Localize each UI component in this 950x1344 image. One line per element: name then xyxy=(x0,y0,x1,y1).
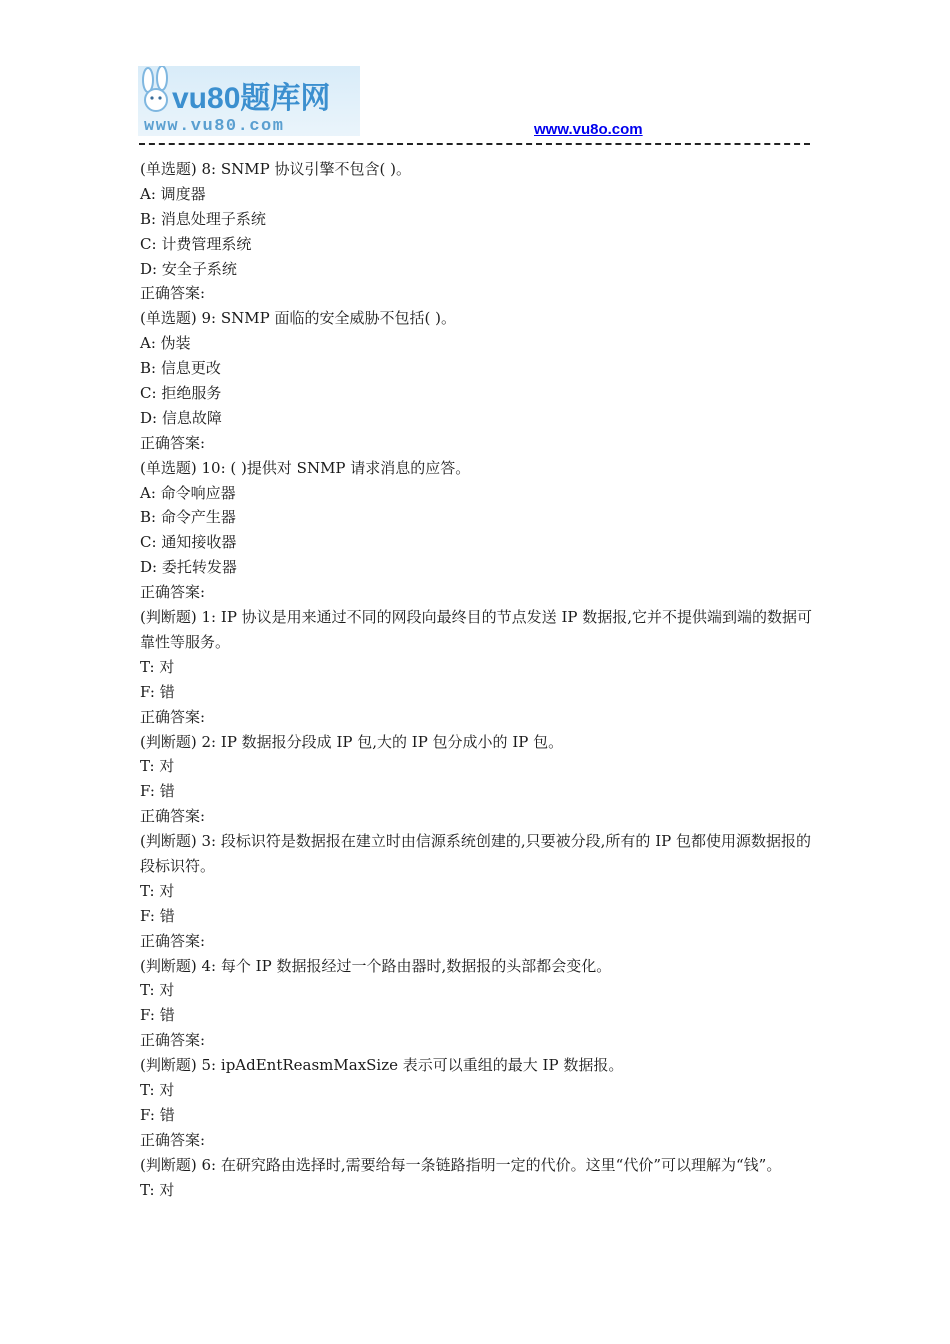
answer-label: 正确答案: xyxy=(140,1130,206,1149)
option-item xyxy=(140,207,812,232)
option-item xyxy=(140,406,812,431)
question-block xyxy=(140,954,812,1054)
question-type: (判断题) xyxy=(140,832,197,851)
question-number: 5: xyxy=(201,1056,217,1075)
option-text: 对 xyxy=(159,757,175,776)
option-text: 错 xyxy=(159,682,175,701)
question-number: 2: xyxy=(201,732,217,751)
question-stem xyxy=(140,1053,812,1078)
question-stem xyxy=(140,730,812,755)
question-stem xyxy=(140,1153,812,1178)
question-type: (判断题) xyxy=(140,608,197,627)
option-item xyxy=(140,331,812,356)
vu80-logo[interactable] xyxy=(138,66,360,136)
option-key: D: xyxy=(140,558,158,577)
option-item xyxy=(140,1178,812,1203)
question-number: 4: xyxy=(201,956,217,975)
option-text: 错 xyxy=(159,906,175,925)
rabbit-logo-icon xyxy=(138,66,360,136)
option-item xyxy=(140,754,812,779)
option-key: F: xyxy=(140,906,155,925)
question-number: 9: xyxy=(201,309,217,328)
option-text: 对 xyxy=(159,1081,175,1100)
question-list xyxy=(140,157,812,1202)
option-text: 错 xyxy=(159,782,175,801)
option-text: 错 xyxy=(159,1105,175,1124)
option-text: 伪装 xyxy=(160,334,191,353)
question-number: 6: xyxy=(201,1155,217,1174)
question-number: 3: xyxy=(201,832,217,851)
answer-label: 正确答案: xyxy=(140,284,206,303)
option-item xyxy=(140,1078,812,1103)
option-key: T: xyxy=(140,657,155,676)
option-key: D: xyxy=(140,408,158,427)
option-item xyxy=(140,481,812,506)
option-item xyxy=(140,1003,812,1028)
option-text: 拒绝服务 xyxy=(161,384,222,403)
option-item xyxy=(140,978,812,1003)
answer-label: 正确答案: xyxy=(140,707,206,726)
option-item xyxy=(140,381,812,406)
option-text: 错 xyxy=(159,1006,175,1025)
option-key: B: xyxy=(140,209,157,228)
question-number: 8: xyxy=(201,160,217,178)
question-stem xyxy=(140,306,812,331)
option-key: C: xyxy=(140,384,157,403)
option-key: D: xyxy=(140,259,158,278)
question-type: (判断题) xyxy=(140,956,197,975)
question-stem xyxy=(140,456,812,481)
question-type: (判断题) xyxy=(140,732,197,751)
option-text: 消息处理子系统 xyxy=(160,209,266,228)
question-text: IP 协议是用来通过不同的网段向最终目的节点发送 IP 数据报,它并不提供端到端的数据可靠性等服务。 xyxy=(140,608,813,651)
option-key: C: xyxy=(140,533,157,552)
question-stem xyxy=(140,157,812,182)
question-text: 每个 IP 数据报经过一个路由器时,数据报的头部都会变化。 xyxy=(220,956,612,975)
option-key: A: xyxy=(140,184,156,203)
question-block xyxy=(140,730,812,830)
question-type: (判断题) xyxy=(140,1056,197,1075)
question-text: ( )提供对 SNMP 请求消息的应答。 xyxy=(230,458,471,477)
option-item xyxy=(140,505,812,530)
option-key: T: xyxy=(140,757,155,776)
option-text: 调度器 xyxy=(160,184,206,203)
option-item xyxy=(140,680,812,705)
option-key: A: xyxy=(140,483,156,502)
answer-label: 正确答案: xyxy=(140,583,206,602)
option-text: 命令产生器 xyxy=(160,508,236,527)
option-item xyxy=(140,182,812,207)
option-item xyxy=(140,779,812,804)
question-stem xyxy=(140,605,812,655)
question-block xyxy=(140,456,812,605)
option-item xyxy=(140,356,812,381)
option-key: C: xyxy=(140,234,157,253)
question-type: (单选题) xyxy=(140,458,197,477)
question-block xyxy=(140,829,812,953)
option-key: B: xyxy=(140,359,157,378)
answer-label: 正确答案: xyxy=(140,931,206,950)
question-type: (单选题) xyxy=(140,309,197,328)
option-text: 对 xyxy=(159,981,175,1000)
option-item xyxy=(140,1103,812,1128)
option-key: F: xyxy=(140,1105,155,1124)
site-link[interactable]: www.vu8o.com xyxy=(534,121,643,138)
logo-url-text: www.vu80.com xyxy=(144,117,285,136)
answer-label: 正确答案: xyxy=(140,433,206,452)
question-stem xyxy=(140,829,812,879)
question-text: IP 数据报分段成 IP 包,大的 IP 包分成小的 IP 包。 xyxy=(220,732,564,751)
option-key: B: xyxy=(140,508,157,527)
option-key: T: xyxy=(140,1081,155,1100)
option-text: 对 xyxy=(159,881,175,900)
option-key: F: xyxy=(140,682,155,701)
option-text: 对 xyxy=(159,1180,175,1199)
option-key: F: xyxy=(140,782,155,801)
option-key: A: xyxy=(140,334,156,353)
option-text: 对 xyxy=(159,657,175,676)
question-text: 在研究路由选择时,需要给每一条链路指明一定的代价。这里“代价”可以理解为“钱”。 xyxy=(220,1155,782,1174)
option-item xyxy=(140,655,812,680)
logo-brand-text: vu80题库网 xyxy=(172,82,331,115)
question-text: ipAdEntReasmMaxSize 表示可以重组的最大 IP 数据报。 xyxy=(220,1056,624,1075)
answer-label: 正确答案: xyxy=(140,1031,206,1050)
question-text: SNMP 协议引擎不包含( )。 xyxy=(220,160,411,178)
question-text: 段标识符是数据报在建立时由信源系统创建的,只要被分段,所有的 IP 包都使用源数据报的段标识符。 xyxy=(140,832,811,875)
question-block xyxy=(140,1053,812,1153)
option-key: T: xyxy=(140,881,155,900)
question-text: SNMP 面临的安全威胁不包括( )。 xyxy=(220,309,456,328)
option-key: T: xyxy=(140,981,155,1000)
option-key: T: xyxy=(140,1180,155,1199)
question-block xyxy=(140,306,812,455)
option-text: 安全子系统 xyxy=(161,259,237,278)
answer-label: 正确答案: xyxy=(140,807,206,826)
question-block xyxy=(140,605,812,729)
question-type: (单选题) xyxy=(140,160,197,178)
option-text: 命令响应器 xyxy=(160,483,236,502)
option-item xyxy=(140,257,812,282)
option-key: F: xyxy=(140,1006,155,1025)
option-text: 委托转发器 xyxy=(161,558,237,577)
option-item xyxy=(140,879,812,904)
option-text: 信息故障 xyxy=(161,408,222,427)
question-block xyxy=(140,157,812,306)
question-block xyxy=(140,1153,812,1203)
option-text: 通知接收器 xyxy=(161,533,237,552)
option-item xyxy=(140,530,812,555)
option-item xyxy=(140,232,812,257)
question-type: (判断题) xyxy=(140,1155,197,1174)
question-number: 1: xyxy=(201,608,217,627)
option-text: 信息更改 xyxy=(160,359,221,378)
option-text: 计费管理系统 xyxy=(161,234,252,253)
option-item xyxy=(140,904,812,929)
header-divider xyxy=(139,143,810,145)
option-item xyxy=(140,555,812,580)
question-stem xyxy=(140,954,812,979)
question-number: 10: xyxy=(201,458,226,477)
